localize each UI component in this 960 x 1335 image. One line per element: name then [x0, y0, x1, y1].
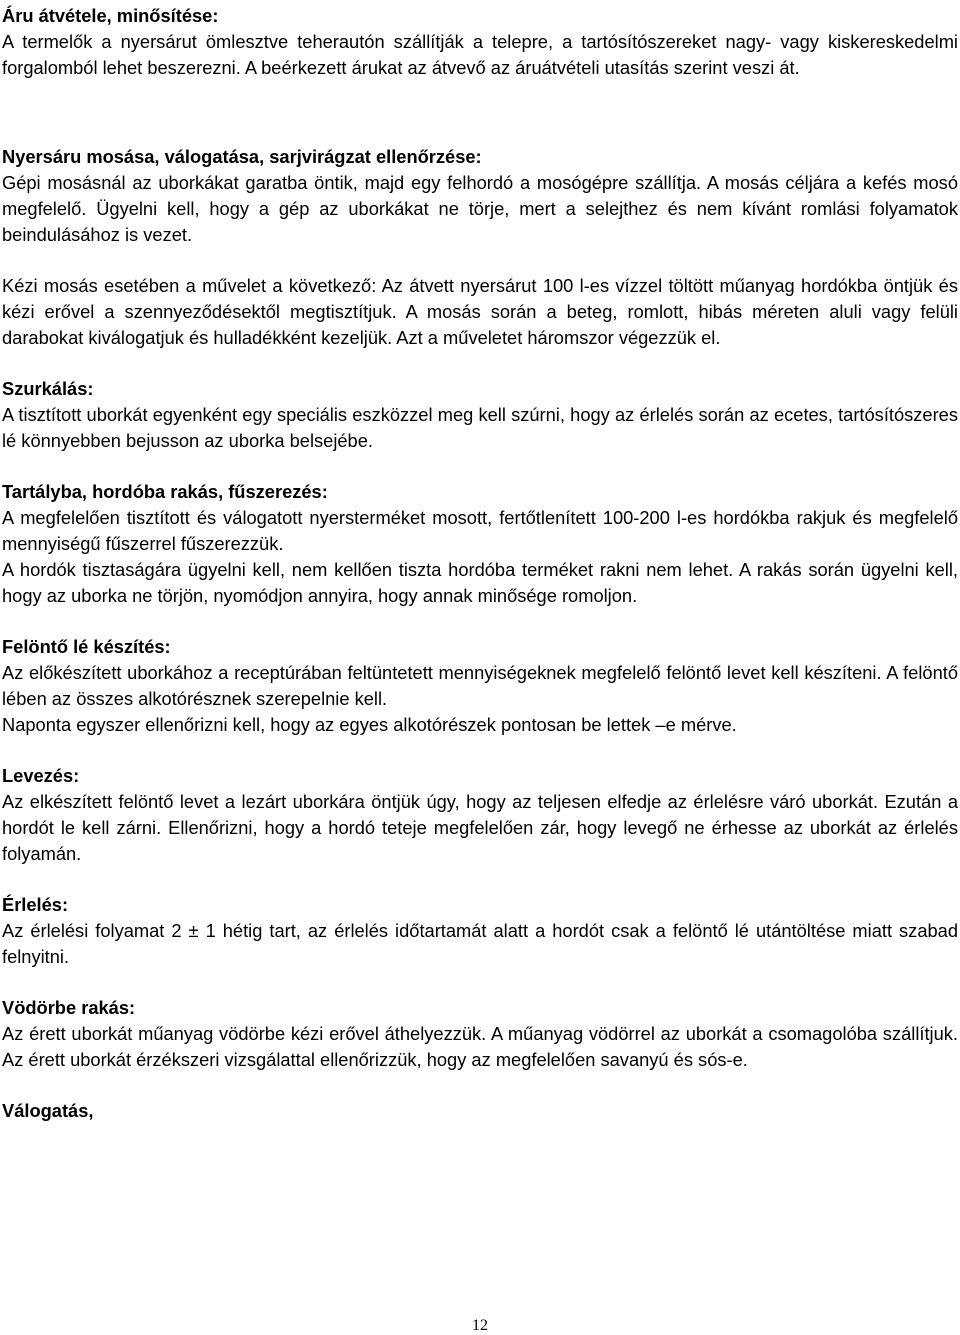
section-heading: Vödörbe rakás:	[2, 997, 136, 1018]
paragraph: Az érett uborkát műanyag vödörbe kézi erővel áthelyezzük. A műanyag vödörrel az uborkát a csomagolóba szállítjuk. Az érett uborkát érzékszeri vizsgálattal ellenőrizzük, hogy az megfelelően savanyú és sós-e.	[2, 1023, 958, 1070]
paragraph: Az elkészített felöntő levet a lezárt uborkára öntjük úgy, hogy az teljesen elfedje az érlelésre váró uborkát. Ezután a hordót le kell zárni. Ellenőrizni, hogy a hordó teteje megfelelően zár, hogy levegő ne érhesse az uborkát az érlelés folyamán.	[2, 791, 958, 864]
paragraph: Az érlelési folyamat 2 ± 1 hétig tart, az érlelés időtartamát alatt a hordót csak a felöntő lé utántöltése miatt szabad felnyitni.	[2, 920, 958, 967]
section-heading: Válogatás,	[2, 1100, 94, 1121]
paragraph: Kézi mosás esetében a művelet a következő: Az átvett nyersárut 100 l-es vízzel töltött műanyag hordókba öntjük és kézi erővel a szennyeződésektől megtisztítjuk. A mosás során a beteg, romlott, hibás méreten aluli vagy felüli darabokat kiválogatjuk és hulladékként kezeljük. Azt a műveletet háromszor végezzük el.	[2, 275, 958, 348]
section-heading: Áru átvétele, minősítése:	[2, 5, 219, 26]
section-vodorbe-rakas	[2, 995, 958, 1073]
section-heading: Felöntő lé készítés:	[2, 636, 171, 657]
section-aru-atvetele	[2, 3, 958, 81]
section-heading: Tartályba, hordóba rakás, fűszerezés:	[2, 481, 328, 502]
section-valogatas	[2, 1098, 958, 1124]
paragraph: Gépi mosásnál az uborkákat garatba öntik, majd egy felhordó a mosógépre szállítja. A mosás céljára a kefés mosó megfelelő. Ügyelni kell, hogy a gép az uborkákat ne törje, mert a selejthez és nem kívánt romlási folyamatok beindulásához is vezet.	[2, 172, 958, 245]
paragraph: Naponta egyszer ellenőrizni kell, hogy az egyes alkotórészek pontosan be lettek –e mérve.	[2, 714, 737, 735]
paragraph: A hordók tisztaságára ügyelni kell, nem kellően tiszta hordóba terméket rakni nem lehet. A rakás során ügyelni kell, hogy az uborka ne törjön, nyomódjon annyira, hogy annak minősége romoljon.	[2, 559, 958, 606]
section-heading: Szurkálás:	[2, 378, 94, 399]
paragraph: Az előkészített uborkához a receptúrában feltüntetett mennyiségeknek megfelelő felöntő levet kell készíteni. A felöntő lében az összes alkotórésznek szerepelnie kell.	[2, 662, 958, 709]
section-szurkalas	[2, 376, 958, 454]
page-number: 12	[472, 1317, 488, 1334]
paragraph: A tisztított uborkát egyenként egy speciális eszközzel meg kell szúrni, hogy az érlelés során az ecetes, tartósítószeres lé könnyebben bejusson az uborka belsejébe.	[2, 404, 958, 451]
paragraph: A megfelelően tisztított és válogatott nyersterméket mosott, fertőtlenített 100-200 l-es hordókba rakjuk és megfelelő mennyiségű fűszerrel fűszerezzük.	[2, 507, 958, 554]
section-heading: Levezés:	[2, 765, 80, 786]
document-page	[2, 3, 958, 1124]
section-felonto-le	[2, 634, 958, 738]
section-levezes	[2, 763, 958, 867]
section-erleles	[2, 892, 958, 970]
section-heading: Nyersáru mosása, válogatása, sarjvirágzat ellenőrzése:	[2, 146, 482, 167]
section-nyersaru-mosasa	[2, 144, 958, 351]
section-heading: Érlelés:	[2, 894, 69, 915]
paragraph: A termelők a nyersárut ömlesztve teherautón szállítják a telepre, a tartósítószereket nagy- vagy kiskereskedelmi forgalomból lehet beszerezni. A beérkezett árukat az átvevő az áruátvételi utasítás szerint veszi át.	[2, 31, 958, 78]
section-tartalyba-rakas	[2, 479, 958, 609]
